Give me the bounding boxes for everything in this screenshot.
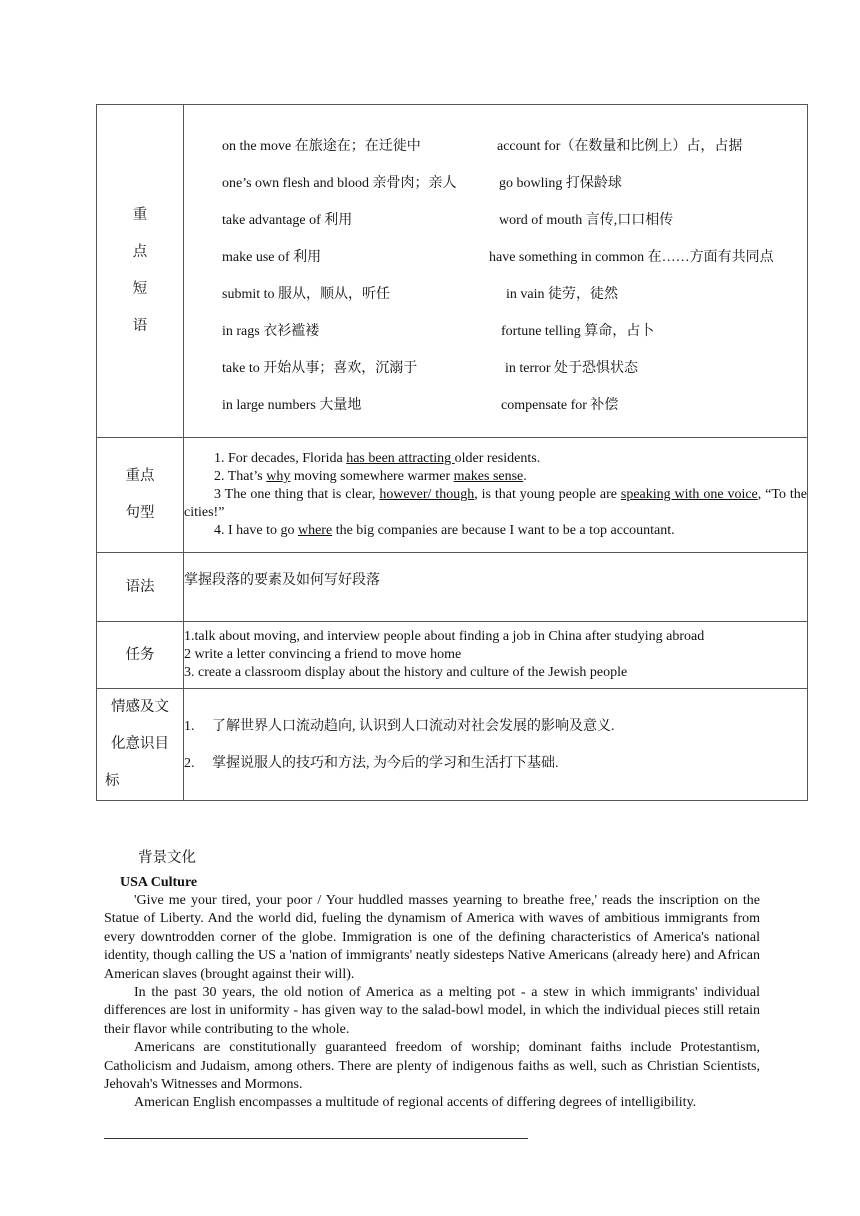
culture-paragraph: In the past 30 years, the old notion of America as a melting pot - a stew in which immigrants' individual differences are lost in uniformity - has given way to the salad-bowl model, in which the individual pieces still retain their flavor while contributing to the whole. [104, 985, 760, 1037]
sentence-1: 1. For decades, Florida has been attracting older residents. [214, 451, 541, 466]
phrase-right: in terror 处于恐惧状态 [505, 361, 638, 376]
grammar-cell [184, 553, 808, 622]
grammar-label: 语法 [97, 553, 184, 622]
phrases-label-char: 点 [132, 244, 148, 260]
emotion-row [97, 689, 808, 801]
underlined-phrase: has been attracting [346, 451, 455, 466]
phrases-cell [184, 105, 808, 438]
sentences-label [97, 438, 184, 553]
culture-heading: USA Culture [120, 875, 198, 890]
phrase-left: in large numbers 大量地 [222, 398, 362, 413]
emotion-label-line: 情感及文 [111, 699, 169, 715]
phrases-label-char: 重 [132, 207, 148, 223]
sentences-row [97, 438, 808, 553]
sentences-label-line: 重点 [125, 468, 155, 484]
phrase-left: take to 开始从事；喜欢，沉溺于 [222, 361, 418, 376]
sentences-label-line: 句型 [125, 505, 155, 521]
sentence-2: 2. That’s why moving somewhere warmer makes sense. [214, 469, 527, 484]
culture-paragraph: American English encompasses a multitude of regional accents of differing degrees of intelligibility. [134, 1095, 697, 1111]
phrases-grid [184, 105, 807, 437]
phrases-label-char: 短 [132, 281, 148, 297]
underlined-phrase: why [266, 469, 291, 484]
phrase-left: submit to 服从，顺从，听任 [222, 287, 391, 302]
phrases-row [97, 105, 808, 438]
underlined-phrase: where [297, 523, 333, 538]
background-title: 背景文化 [138, 850, 196, 866]
sentence-3: 3 The one thing that is clear, however/ though, is that young people are speaking with one voice, “To the cities!” [184, 487, 807, 520]
phrase-left: one’s own flesh and blood 亲骨肉；亲人 [222, 176, 457, 191]
grammar-text: 掌握段落的要素及如何写好段落 [184, 573, 380, 588]
emotion-cell [184, 689, 808, 801]
culture-paragraph: 'Give me your tired, your poor / Your huddled masses yearning to breathe free,' reads the inscription on the Statue of Liberty. And the world did, fueling the dynamism of America with waves of ambitious immigrants from every downtrodden corner of the globe. Immigration is one of the defining characteristics of America's national identity, though calling the US a 'nation of immigrants' neatly sidesteps Native Americans (already here) and African American slaves (brought against their will). [104, 893, 760, 982]
sentence-4: 4. I have to go where the big companies are because I want to be a top accountant. [214, 523, 675, 538]
task-item: 3. create a classroom display about the history and culture of the Jewish people [184, 665, 628, 680]
culture-section [104, 874, 760, 1113]
phrase-right: in vain 徒劳，徒然 [506, 287, 618, 302]
phrases-label [97, 105, 184, 438]
phrase-left: in rags 衣衫褴褛 [222, 324, 320, 339]
emotion-item: 2. 掌握说服人的技巧和方法, 为今后的学习和生活打下基础. [184, 755, 559, 771]
underlined-phrase: however/ though [379, 487, 475, 502]
underlined-phrase: makes sense [453, 469, 524, 484]
sentences-cell [184, 438, 808, 553]
grammar-row [97, 553, 808, 622]
task-label: 任务 [97, 622, 184, 689]
emotion-label [97, 689, 184, 801]
task-cell [184, 622, 808, 689]
phrase-left: make use of 利用 [222, 250, 322, 265]
phrase-right: go bowling 打保龄球 [499, 176, 622, 191]
task-item: 1.talk about moving, and interview people about finding a job in China after studying abroad [184, 629, 705, 644]
emotion-item: 1. 了解世界人口流动趋向, 认识到人口流动对社会发展的影响及意义. [184, 718, 615, 734]
phrase-right: word of mouth 言传,口口相传 [499, 213, 674, 228]
phrase-left: take advantage of 利用 [222, 213, 353, 228]
phrase-right: account for（在数量和比例上）占，占据 [497, 139, 743, 154]
phrase-right: compensate for 补偿 [501, 398, 619, 413]
footnote-separator [104, 1138, 528, 1139]
phrase-left: on the move 在旅途在；在迁徙中 [222, 139, 421, 154]
underlined-phrase: speaking with one voice [620, 487, 758, 502]
task-row [97, 622, 808, 689]
lesson-table [96, 104, 808, 801]
culture-paragraph: Americans are constitutionally guaranteed freedom of worship; dominant faiths include Protestantism, Catholicism and Judaism, among others. There are plenty of indigenous faiths as well, such as Christian Scientists, Jehovah's Witnesses and Mormons. [104, 1040, 760, 1093]
phrase-right: fortune telling 算命，占卜 [501, 324, 655, 339]
emotion-label-line: 标 [105, 773, 120, 789]
phrase-right: have something in common 在……方面有共同点 [489, 250, 774, 265]
emotion-label-line: 化意识目 [111, 736, 169, 752]
phrases-label-char: 语 [132, 318, 148, 334]
task-item: 2 write a letter convincing a friend to move home [184, 647, 462, 662]
